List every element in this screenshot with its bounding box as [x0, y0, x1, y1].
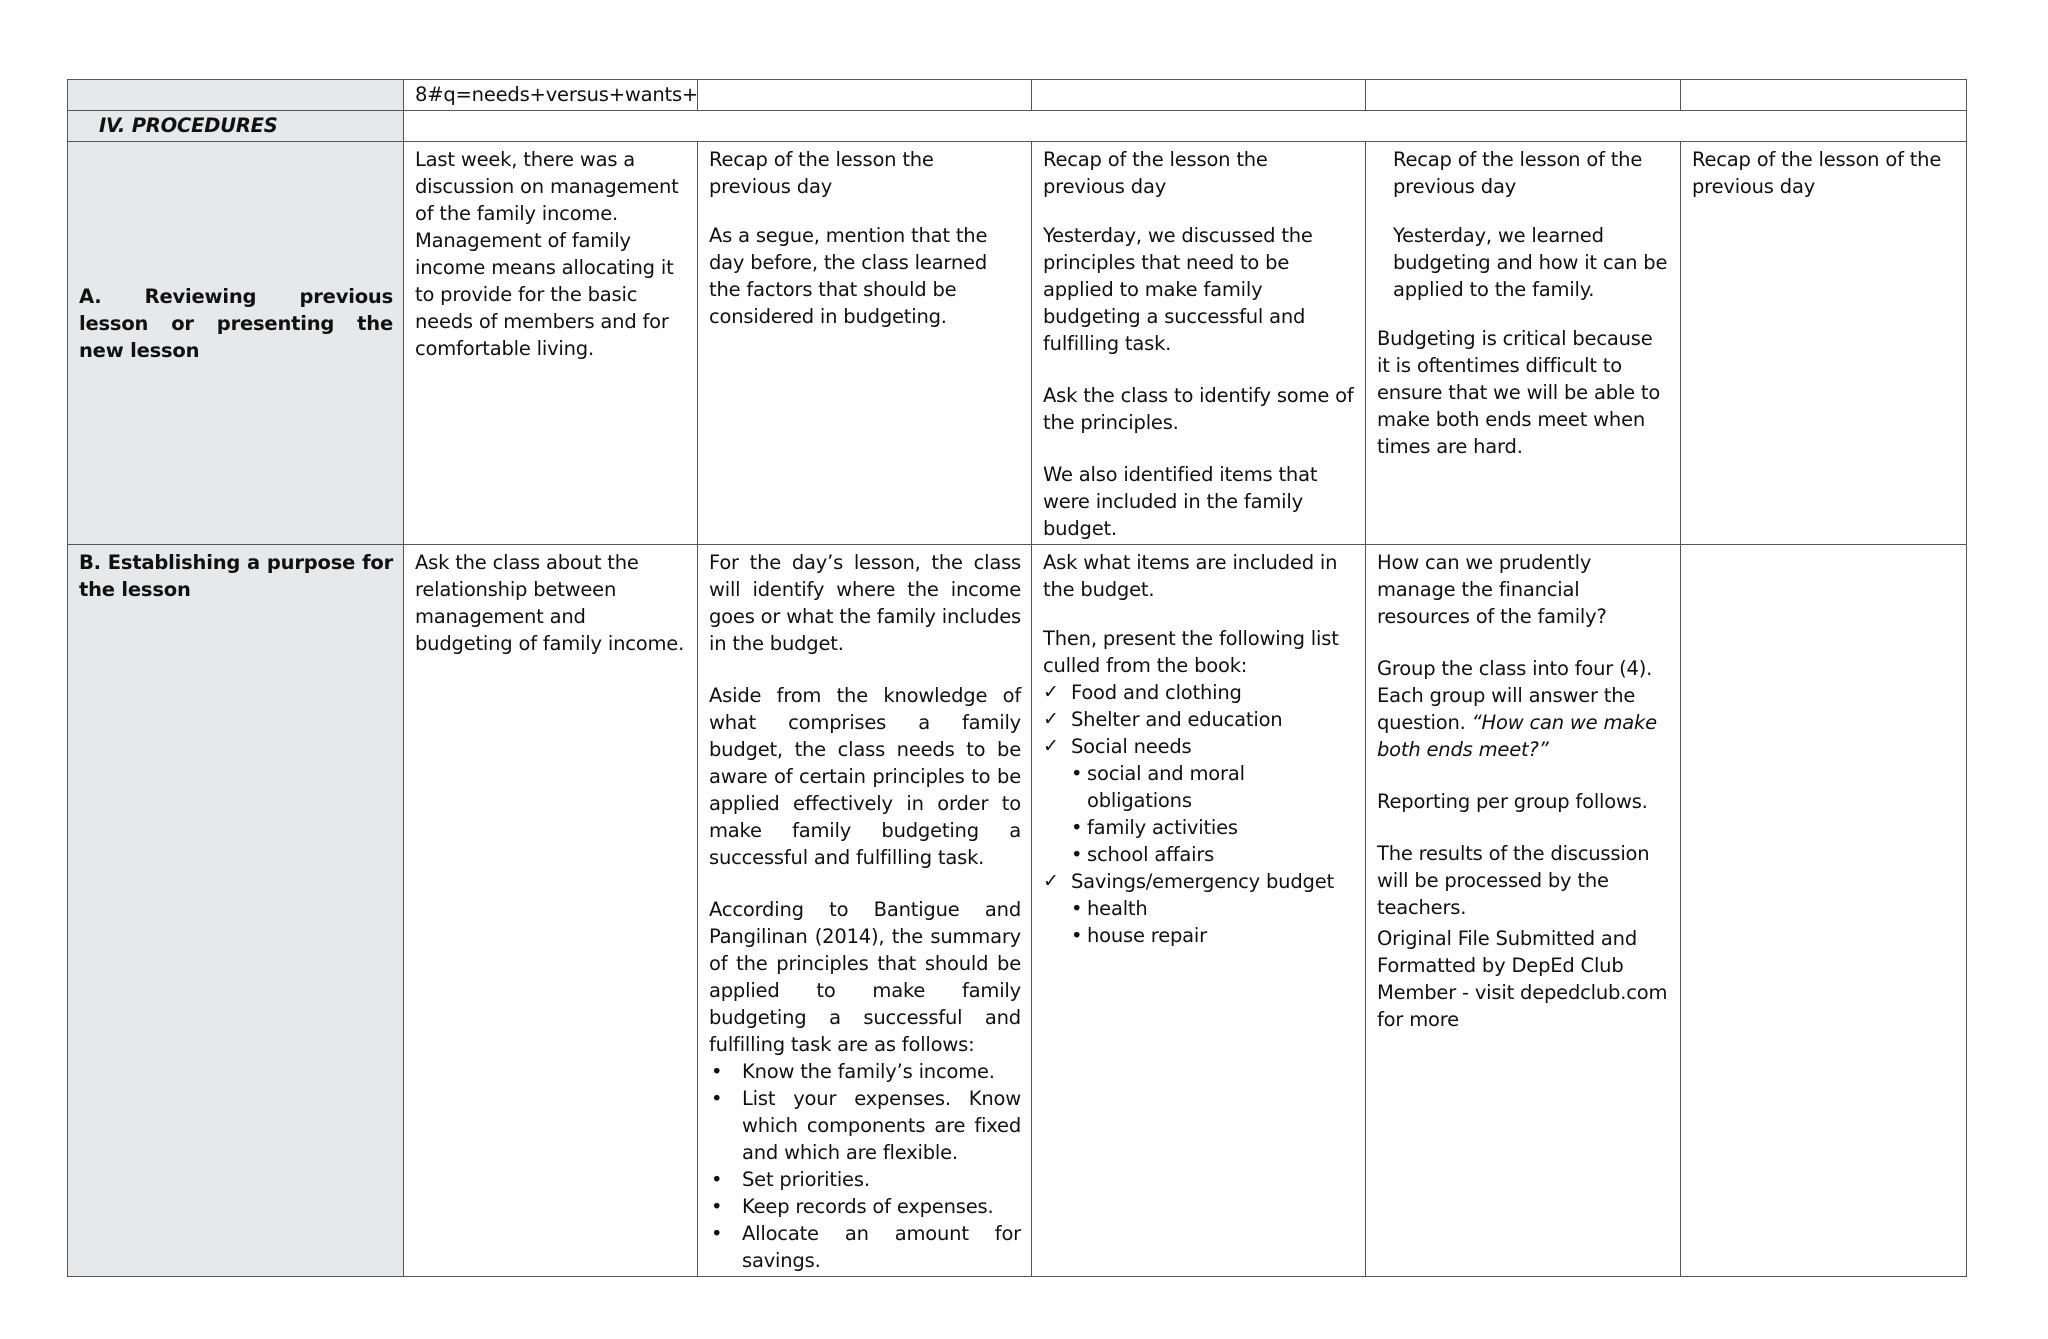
spacer [709, 871, 1021, 896]
reviewing-col4-p3: Budgeting is critical because it is oftentimes difficult to ensure that we will be able to make both ends meet when times are hard. [1377, 327, 1661, 458]
table-row-purpose [68, 545, 1967, 1277]
bullet-icon: • [1071, 897, 1083, 920]
check-icon: ✓ [1043, 870, 1059, 892]
list-item: • school affairs [1071, 843, 1215, 866]
reviewing-col2 [698, 142, 1032, 545]
savings-sublist [1071, 895, 1355, 949]
lesson-plan-table [67, 79, 1967, 1277]
bullet-icon: • [1071, 762, 1083, 785]
spacer [1377, 200, 1670, 222]
purpose-col2 [698, 545, 1032, 1277]
purpose-col4-p5: Original File Submitted and Formatted by DepEd Club Member - visit depedclub.com for more [1377, 927, 1668, 1031]
spacer [1377, 763, 1670, 788]
purpose-col3 [1032, 545, 1366, 1277]
list-item: • List your expenses. Know which components are fixed and which are flexible. [711, 1087, 1021, 1164]
spacer [1043, 436, 1355, 461]
list-item: • social and moral obligations [1071, 762, 1245, 812]
principles-list [709, 1058, 1021, 1274]
url-cell [404, 80, 698, 111]
savings-list [1043, 868, 1355, 895]
reviewing-col3-p1: Recap of the lesson the previous day [1043, 148, 1268, 198]
reviewing-col3 [1032, 142, 1366, 545]
list-item: • Allocate an amount for savings. [711, 1222, 1021, 1272]
budget-items-list [1043, 679, 1355, 760]
reviewing-col2-p1: Recap of the lesson the previous day [709, 148, 934, 198]
purpose-label: B. Establishing a purpose for the lesson [79, 551, 393, 601]
reviewing-col4-p2: Yesterday, we learned budgeting and how it can be applied to the family. [1393, 224, 1668, 301]
social-needs-sublist [1071, 760, 1355, 868]
reviewing-col3-p2: Yesterday, we discussed the principles that need to be applied to make family budgeting a successful and fulfilling task. [1043, 224, 1313, 355]
bullet-icon: • [1071, 816, 1083, 839]
table-row-procedures [68, 111, 1967, 142]
purpose-col4-p4: The results of the discussion will be processed by the teachers. [1377, 842, 1650, 919]
empty-cell [1681, 80, 1967, 111]
list-item: • house repair [1071, 924, 1207, 947]
purpose-col1 [404, 545, 698, 1277]
procedures-heading-cell [68, 111, 404, 142]
table-row-url [68, 80, 1967, 111]
empty-cell [1032, 80, 1366, 111]
reviewing-label-cell [68, 142, 404, 545]
purpose-col4-p2: Group the class into four (4). Each group will answer the question. “How can we make both ends meet?” [1377, 657, 1657, 761]
table-row-reviewing [68, 142, 1967, 545]
list-item: • Keep records of expenses. [711, 1195, 994, 1218]
spacer [1377, 815, 1670, 840]
bullet-icon: • [1071, 843, 1083, 866]
purpose-col1-text: Ask the class about the relationship between management and budgeting of family income. [415, 551, 685, 655]
spacer [1043, 200, 1355, 222]
list-item: • Know the family’s income. [711, 1060, 995, 1083]
spacer [709, 657, 1021, 682]
reviewing-label: A. Reviewing previous lesson or presenting the new lesson [79, 285, 393, 362]
purpose-col3-p1: Ask what items are included in the budget. [1043, 551, 1338, 601]
spacer [1377, 303, 1670, 325]
bullet-icon: • [1071, 924, 1083, 947]
bullet-icon: • [711, 1087, 723, 1110]
list-item: • health [1071, 897, 1148, 920]
spacer [1043, 357, 1355, 382]
list-item: ✓ Food and clothing [1043, 681, 1242, 704]
purpose-col4-p1: How can we prudently manage the financial resources of the family? [1377, 551, 1607, 628]
reviewing-col4-p1: Recap of the lesson of the previous day [1393, 148, 1643, 198]
list-item: • family activities [1071, 816, 1238, 839]
list-item: ✓ Shelter and education [1043, 708, 1283, 731]
bullet-icon: • [711, 1222, 723, 1245]
purpose-col2-p1: For the day’s lesson, the class will identify where the income goes or what the family includes in the budget. [709, 551, 1021, 655]
reviewing-col3-p3: Ask the class to identify some of the principles. [1043, 384, 1354, 434]
reviewing-col3-p4: We also identified items that were included in the family budget. [1043, 463, 1318, 540]
url-text: 8#q=needs+versus+wants+ [415, 83, 699, 106]
purpose-col4 [1366, 545, 1681, 1277]
purpose-label-cell [68, 545, 404, 1277]
empty-cell [1366, 80, 1681, 111]
reviewing-col5 [1681, 142, 1967, 545]
check-icon: ✓ [1043, 681, 1059, 703]
list-item: ✓ Social needs [1043, 735, 1192, 758]
procedures-heading: IV. PROCEDURES [99, 114, 278, 137]
check-icon: ✓ [1043, 735, 1059, 757]
label-cell-empty [68, 80, 404, 111]
bullet-icon: • [711, 1195, 723, 1218]
purpose-col2-p3: According to Bantigue and Pangilinan (2014), the summary of the principles that should be applied to make family budgeting a successful and fulfilling task are as follows: [709, 898, 1021, 1056]
empty-cell [698, 80, 1032, 111]
list-item: ✓ Savings/emergency budget [1043, 870, 1334, 893]
procedures-empty-cell [404, 111, 1967, 142]
reviewing-col2-p2: As a segue, mention that the day before, the class learned the factors that should be considered in budgeting. [709, 224, 988, 328]
spacer [1043, 603, 1355, 625]
bullet-icon: • [711, 1060, 723, 1083]
purpose-col2-p2: Aside from the knowledge of what comprises a family budget, the class needs to be aware of certain principles to be applied effectively in order to make family budgeting a successful and fulfilling task. [709, 684, 1021, 869]
purpose-col5 [1681, 545, 1967, 1277]
reviewing-col1-text: Last week, there was a discussion on management of the family income. Management of family income means allocating it to provide for the basic needs of members and for comfortable living. [415, 148, 679, 360]
list-item: • Set priorities. [711, 1168, 870, 1191]
reviewing-col4 [1366, 142, 1681, 545]
purpose-col3-p2: Then, present the following list culled from the book: [1043, 627, 1339, 677]
check-icon: ✓ [1043, 708, 1059, 730]
bullet-icon: • [711, 1168, 723, 1191]
reviewing-col1 [404, 142, 698, 545]
purpose-col4-p3: Reporting per group follows. [1377, 790, 1648, 813]
spacer [1377, 630, 1670, 655]
reviewing-col5-text: Recap of the lesson of the previous day [1692, 148, 1942, 198]
spacer [709, 200, 1021, 222]
